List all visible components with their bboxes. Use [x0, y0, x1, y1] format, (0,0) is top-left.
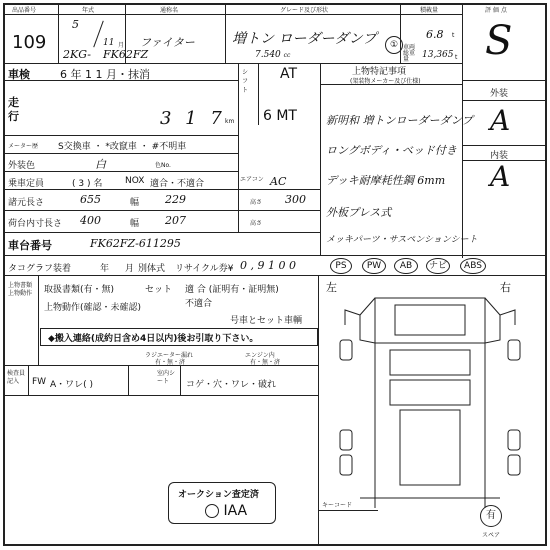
stamp-logo: IAA: [205, 503, 247, 519]
inspector-label: 検査員記入: [7, 370, 26, 385]
shift-mt: 6 MT: [263, 108, 297, 124]
eng-state: 有・無・済: [250, 359, 281, 366]
tacho-label: タコグラフ装着: [8, 264, 72, 274]
badge-pw: PW: [362, 258, 386, 274]
shift-at: AT: [280, 66, 298, 82]
inspection-value: 6 年 1 1 月・抹消: [60, 68, 150, 81]
vin-label: 車台番号: [8, 239, 52, 252]
mileage-unit: km: [225, 118, 235, 125]
spec-height-label: 高さ: [250, 199, 263, 206]
bed-length-label: 荷台内寸長さ: [8, 219, 63, 229]
car-name: ファイター: [140, 36, 195, 49]
tacho-year: 年: [100, 264, 110, 274]
lot-label: 出品番号: [12, 7, 37, 14]
bed-width-label: 幅: [130, 219, 140, 229]
spec-length-label: 諸元長さ: [8, 198, 45, 208]
spec-width-label: 幅: [130, 198, 140, 208]
tacho-separate: 別体式: [138, 264, 166, 274]
badge-ab: AB: [394, 258, 418, 274]
aircon-label: エアコン: [240, 176, 264, 183]
diagram-left-label: 左: [326, 281, 337, 294]
gvw-value: 13,365: [422, 50, 454, 60]
bed-height-label: 高さ: [250, 220, 263, 227]
inspection-label: 車検: [8, 68, 30, 81]
equipment-title: 上物特記事項: [352, 67, 407, 77]
gvw-label: 車両総重量: [403, 44, 416, 63]
grade-interior-label: 内装: [490, 151, 509, 161]
load-value: 6.8: [426, 28, 444, 41]
grade-exterior-label: 外装: [490, 89, 509, 99]
nox-label: NOX: [125, 176, 145, 186]
score-value: S: [485, 18, 513, 64]
capacity-value: ( 3 ) 名: [72, 179, 103, 189]
fw-value: A・ワレ( ): [50, 380, 94, 390]
grade-label: グレード及び形状: [280, 7, 329, 14]
move-label: 上物動作(確認・未確認): [44, 303, 142, 313]
vin-value: FK62FZ-611295: [90, 237, 181, 250]
score-label: 評 価 点: [485, 7, 507, 14]
mileage-label: 走行: [8, 96, 19, 123]
meter-options: S交換車 ・ *改竄車 ・ #不明車: [58, 142, 187, 152]
bed-width: 207: [165, 214, 186, 227]
spec-height: 300: [285, 193, 306, 206]
year-value: 5: [72, 18, 79, 31]
grade-exterior-value: A: [490, 104, 511, 137]
interior-seat-label: 室内シート: [157, 370, 176, 385]
displacement-value: 7.540 cc: [255, 50, 291, 60]
model-code: FK62FZ: [103, 48, 149, 61]
exterior-value: 白: [95, 158, 106, 171]
month-unit: 月: [118, 42, 125, 49]
rad-leak-label: ラジエーター漏れ: [145, 352, 194, 359]
diagram-right-label: 右: [500, 281, 511, 294]
badge-navi: ナビ: [426, 258, 450, 274]
gvw-unit: t: [455, 54, 458, 61]
stamp-logo-icon: [205, 504, 219, 518]
noncompliance-label: 不適合: [185, 299, 213, 309]
shift-label: シフト: [242, 69, 249, 94]
equipment-line-3: デッキ耐摩耗性鋼 6mm: [326, 174, 446, 187]
compliance-label: 適 合 (証明有・証明無): [185, 285, 279, 295]
grade-value: 増トン ローダーダンプ: [232, 31, 377, 47]
stamp-title: オークション査定済: [178, 490, 259, 500]
grade-circle: ①: [385, 36, 403, 54]
bed-length: 400: [80, 214, 101, 227]
tacho-month: 月: [125, 264, 135, 274]
spec-length: 655: [80, 193, 101, 206]
year-label: 年式: [82, 7, 95, 14]
month-value: 11: [103, 38, 115, 48]
notice-text: ◆搬入連絡(成約日含め4日以内)後お引取り下さい。: [48, 334, 259, 344]
eng-oil-label: エンジン内: [245, 352, 275, 359]
keycode-label: キーコード: [322, 502, 353, 509]
spare-label: スペア: [482, 532, 501, 539]
equipment-subtitle: (架装物メーカー及び仕様): [350, 78, 421, 85]
lot-number: 109: [12, 32, 47, 53]
car-name-label: 通称名: [160, 7, 179, 14]
interior-seat-value: コゲ・穴・ワレ・破れ: [186, 380, 277, 390]
load-label: 積載量: [420, 7, 439, 14]
spec-width: 229: [165, 193, 186, 206]
color-no-label: 色No.: [155, 162, 171, 169]
badge-abs: ABS: [460, 258, 486, 274]
plate-label: 号車とセット車輌: [230, 316, 303, 326]
badge-ps: PS: [330, 258, 352, 274]
equipment-line-2: ロングボディ・ベッド付き: [326, 144, 457, 157]
rad-state: 有・無・済: [155, 359, 186, 366]
model-code-prefix: 2KG-: [63, 48, 91, 61]
nox-value: 適合・不適合: [150, 179, 205, 189]
equipment-line-4: 外板プレス式: [326, 206, 392, 219]
mileage-digits: 3 1 7: [160, 108, 226, 129]
equipment-line-1: 新明和 増トンローダーダンプ: [326, 114, 473, 127]
manual-label: 取扱書類(有・無): [44, 285, 115, 295]
load-unit: t: [452, 32, 455, 39]
recycle-value: 0 , 9 1 0 0: [240, 259, 296, 272]
truck-diagram: [320, 280, 545, 510]
fw-label: FW: [32, 377, 47, 387]
meter-label: メーター歴: [8, 143, 39, 150]
docs-side-label: 上物書類 上物動作: [8, 282, 33, 297]
capacity-label: 乗車定員: [8, 179, 45, 189]
exterior-label: 外装色: [8, 161, 36, 171]
aircon-value: AC: [270, 175, 287, 188]
key-label: セット: [145, 285, 173, 295]
spare-tire-icon: 有: [480, 505, 502, 527]
grade-interior-value: A: [490, 160, 511, 193]
recycle-label: リサイクル券¥: [175, 264, 234, 274]
equipment-line-5: メッキパーツ・サスペンションシート: [326, 235, 478, 245]
